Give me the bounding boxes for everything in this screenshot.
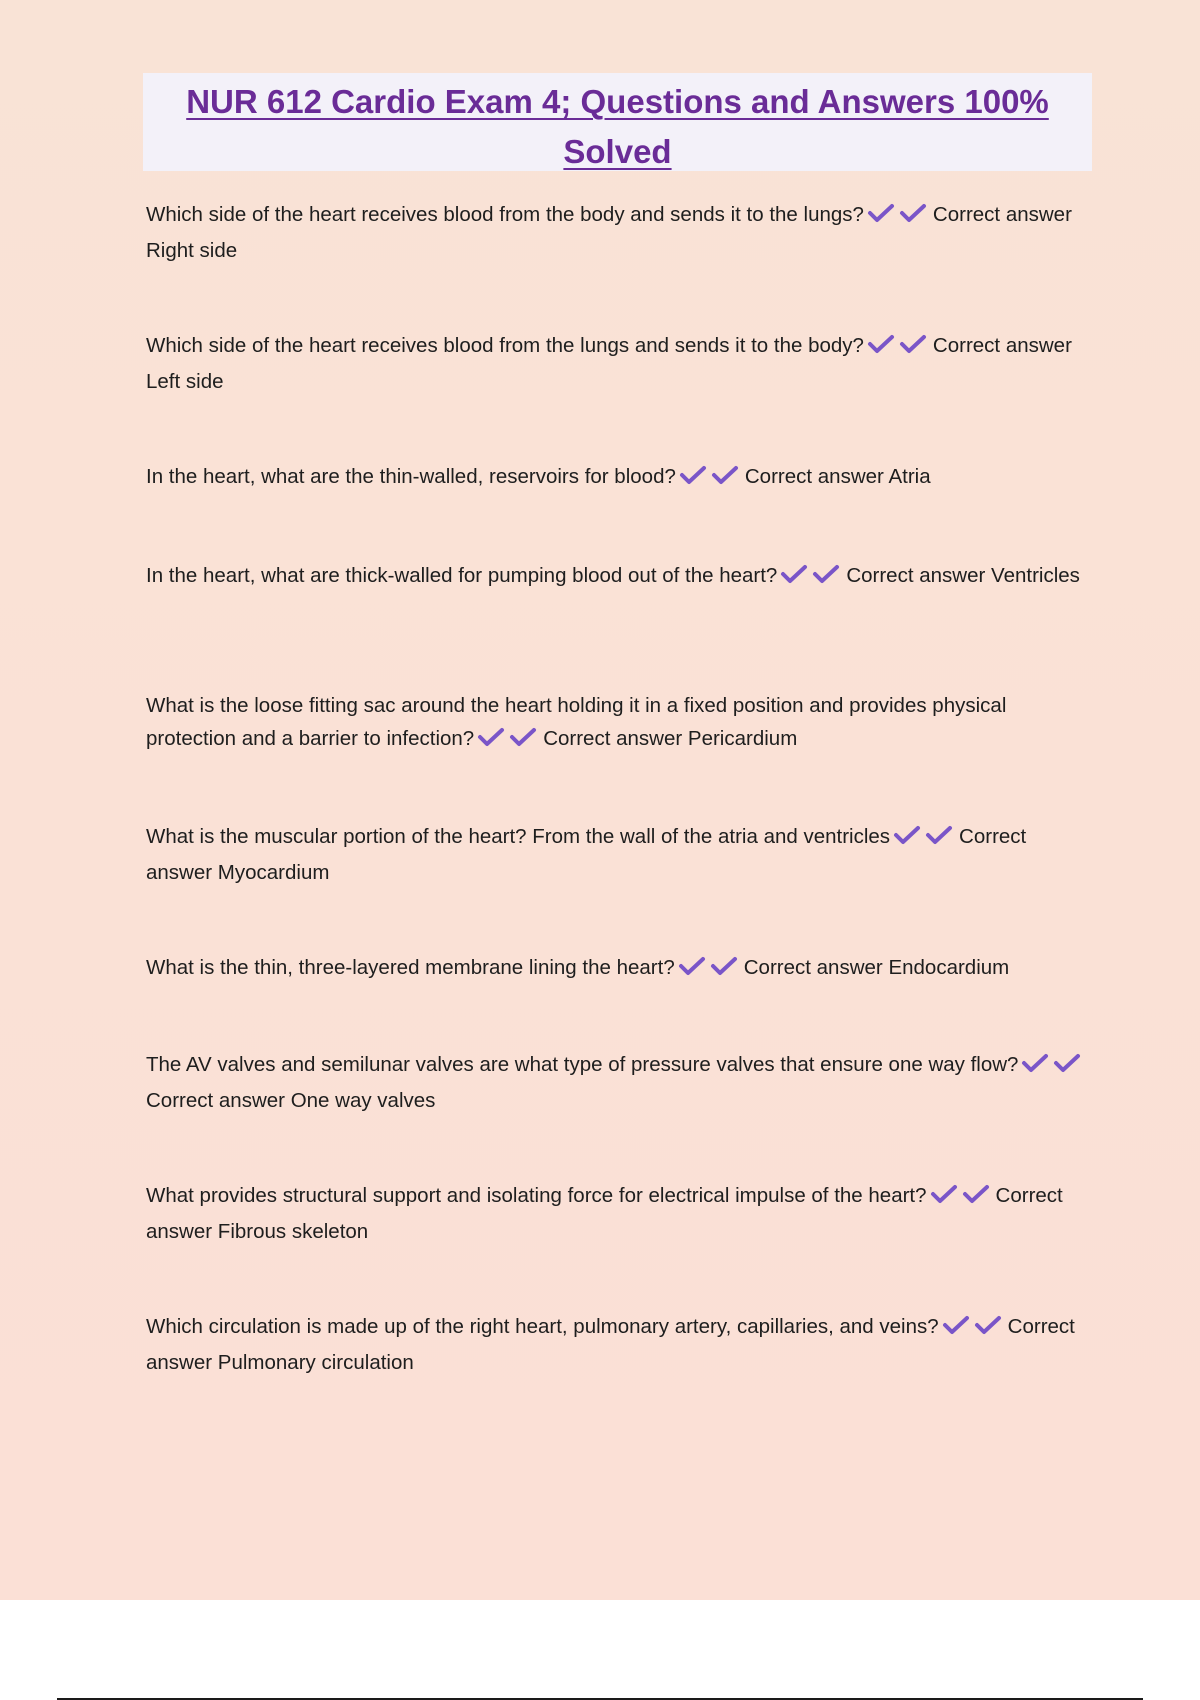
check-icon <box>899 202 927 224</box>
qa-item <box>146 820 1092 889</box>
question-text: What is the loose fitting sac around the heart holding it in a fixed position and provides physical protection and a barrier to infection? <box>146 694 1007 750</box>
qa-item <box>146 460 1092 496</box>
check-icon <box>930 1183 958 1205</box>
check-icon <box>710 955 738 977</box>
check-icon <box>867 202 895 224</box>
answer-label: Correct answer <box>543 727 683 750</box>
qa-item <box>146 559 1092 595</box>
qa-item <box>146 1179 1092 1248</box>
page-title: NUR 612 Cardio Exam 4; Questions and Answers 100% Solved <box>186 83 1049 170</box>
double-check <box>679 463 743 496</box>
double-check <box>893 823 957 856</box>
answer-text: Left side <box>146 370 224 393</box>
answer-label: Correct answer <box>744 465 884 488</box>
answer-text: Ventricles <box>991 564 1080 587</box>
answer-text: Pulmonary circulation <box>217 1351 414 1374</box>
answer-text: Right side <box>146 239 238 262</box>
answer-text: One way valves <box>290 1089 436 1112</box>
question-text: In the heart, what are thick-walled for pumping blood out of the heart? <box>146 564 778 587</box>
answer-text: Fibrous skeleton <box>217 1220 369 1243</box>
check-icon <box>962 1183 990 1205</box>
qa-item <box>146 198 1092 267</box>
check-icon <box>679 464 707 486</box>
answer-label: Correct answer <box>932 203 1072 226</box>
check-icon <box>942 1314 970 1336</box>
question-text: What is the muscular portion of the heart? From the wall of the atria and ventricles <box>146 825 891 848</box>
check-icon <box>893 824 921 846</box>
check-icon <box>509 726 537 748</box>
double-check <box>1021 1051 1085 1084</box>
question-text: Which side of the heart receives blood from the lungs and sends it to the body? <box>146 334 864 357</box>
check-icon <box>1021 1052 1049 1074</box>
qa-item <box>146 689 1092 758</box>
qa-item <box>146 1310 1092 1379</box>
answer-label: Correct answer <box>743 956 883 979</box>
answer-text: Myocardium <box>217 861 330 884</box>
double-check <box>477 725 541 758</box>
question-text: What is the thin, three-layered membrane lining the heart? <box>146 956 675 979</box>
check-icon <box>1053 1052 1081 1074</box>
title-banner <box>143 73 1092 171</box>
qa-item <box>146 329 1092 398</box>
check-icon <box>974 1314 1002 1336</box>
check-icon <box>867 333 895 355</box>
answer-label: Correct answer <box>146 1184 1063 1243</box>
check-icon <box>780 563 808 585</box>
check-icon <box>925 824 953 846</box>
question-text: In the heart, what are the thin-walled, reservoirs for blood? <box>146 465 676 488</box>
question-text: Which side of the heart receives blood from the body and sends it to the lungs? <box>146 203 864 226</box>
answer-text: Pericardium <box>687 727 798 750</box>
answer-label: Correct answer <box>146 825 1027 884</box>
check-icon <box>678 955 706 977</box>
double-check <box>867 332 931 365</box>
answer-label: Correct answer <box>146 1315 1075 1374</box>
check-icon <box>899 333 927 355</box>
question-text: Which circulation is made up of the right heart, pulmonary artery, capillaries, and veins? <box>146 1315 939 1338</box>
answer-text: Atria <box>888 465 931 488</box>
answer-text: Endocardium <box>888 956 1010 979</box>
check-icon <box>711 464 739 486</box>
answer-label: Correct answer <box>146 1089 285 1112</box>
answer-label: Correct answer <box>846 564 986 587</box>
check-icon <box>477 726 505 748</box>
answer-label: Correct answer <box>932 334 1072 357</box>
question-text: What provides structural support and isolating force for electrical impulse of the heart? <box>146 1184 927 1207</box>
question-text: The AV valves and semilunar valves are what type of pressure valves that ensure one way flow? <box>146 1053 1019 1076</box>
double-check <box>780 562 844 595</box>
double-check <box>867 201 931 234</box>
double-check <box>942 1313 1006 1346</box>
qa-item <box>146 1048 1092 1117</box>
double-check <box>678 954 742 987</box>
check-icon <box>812 563 840 585</box>
double-check <box>930 1182 994 1215</box>
qa-item <box>146 951 1092 987</box>
